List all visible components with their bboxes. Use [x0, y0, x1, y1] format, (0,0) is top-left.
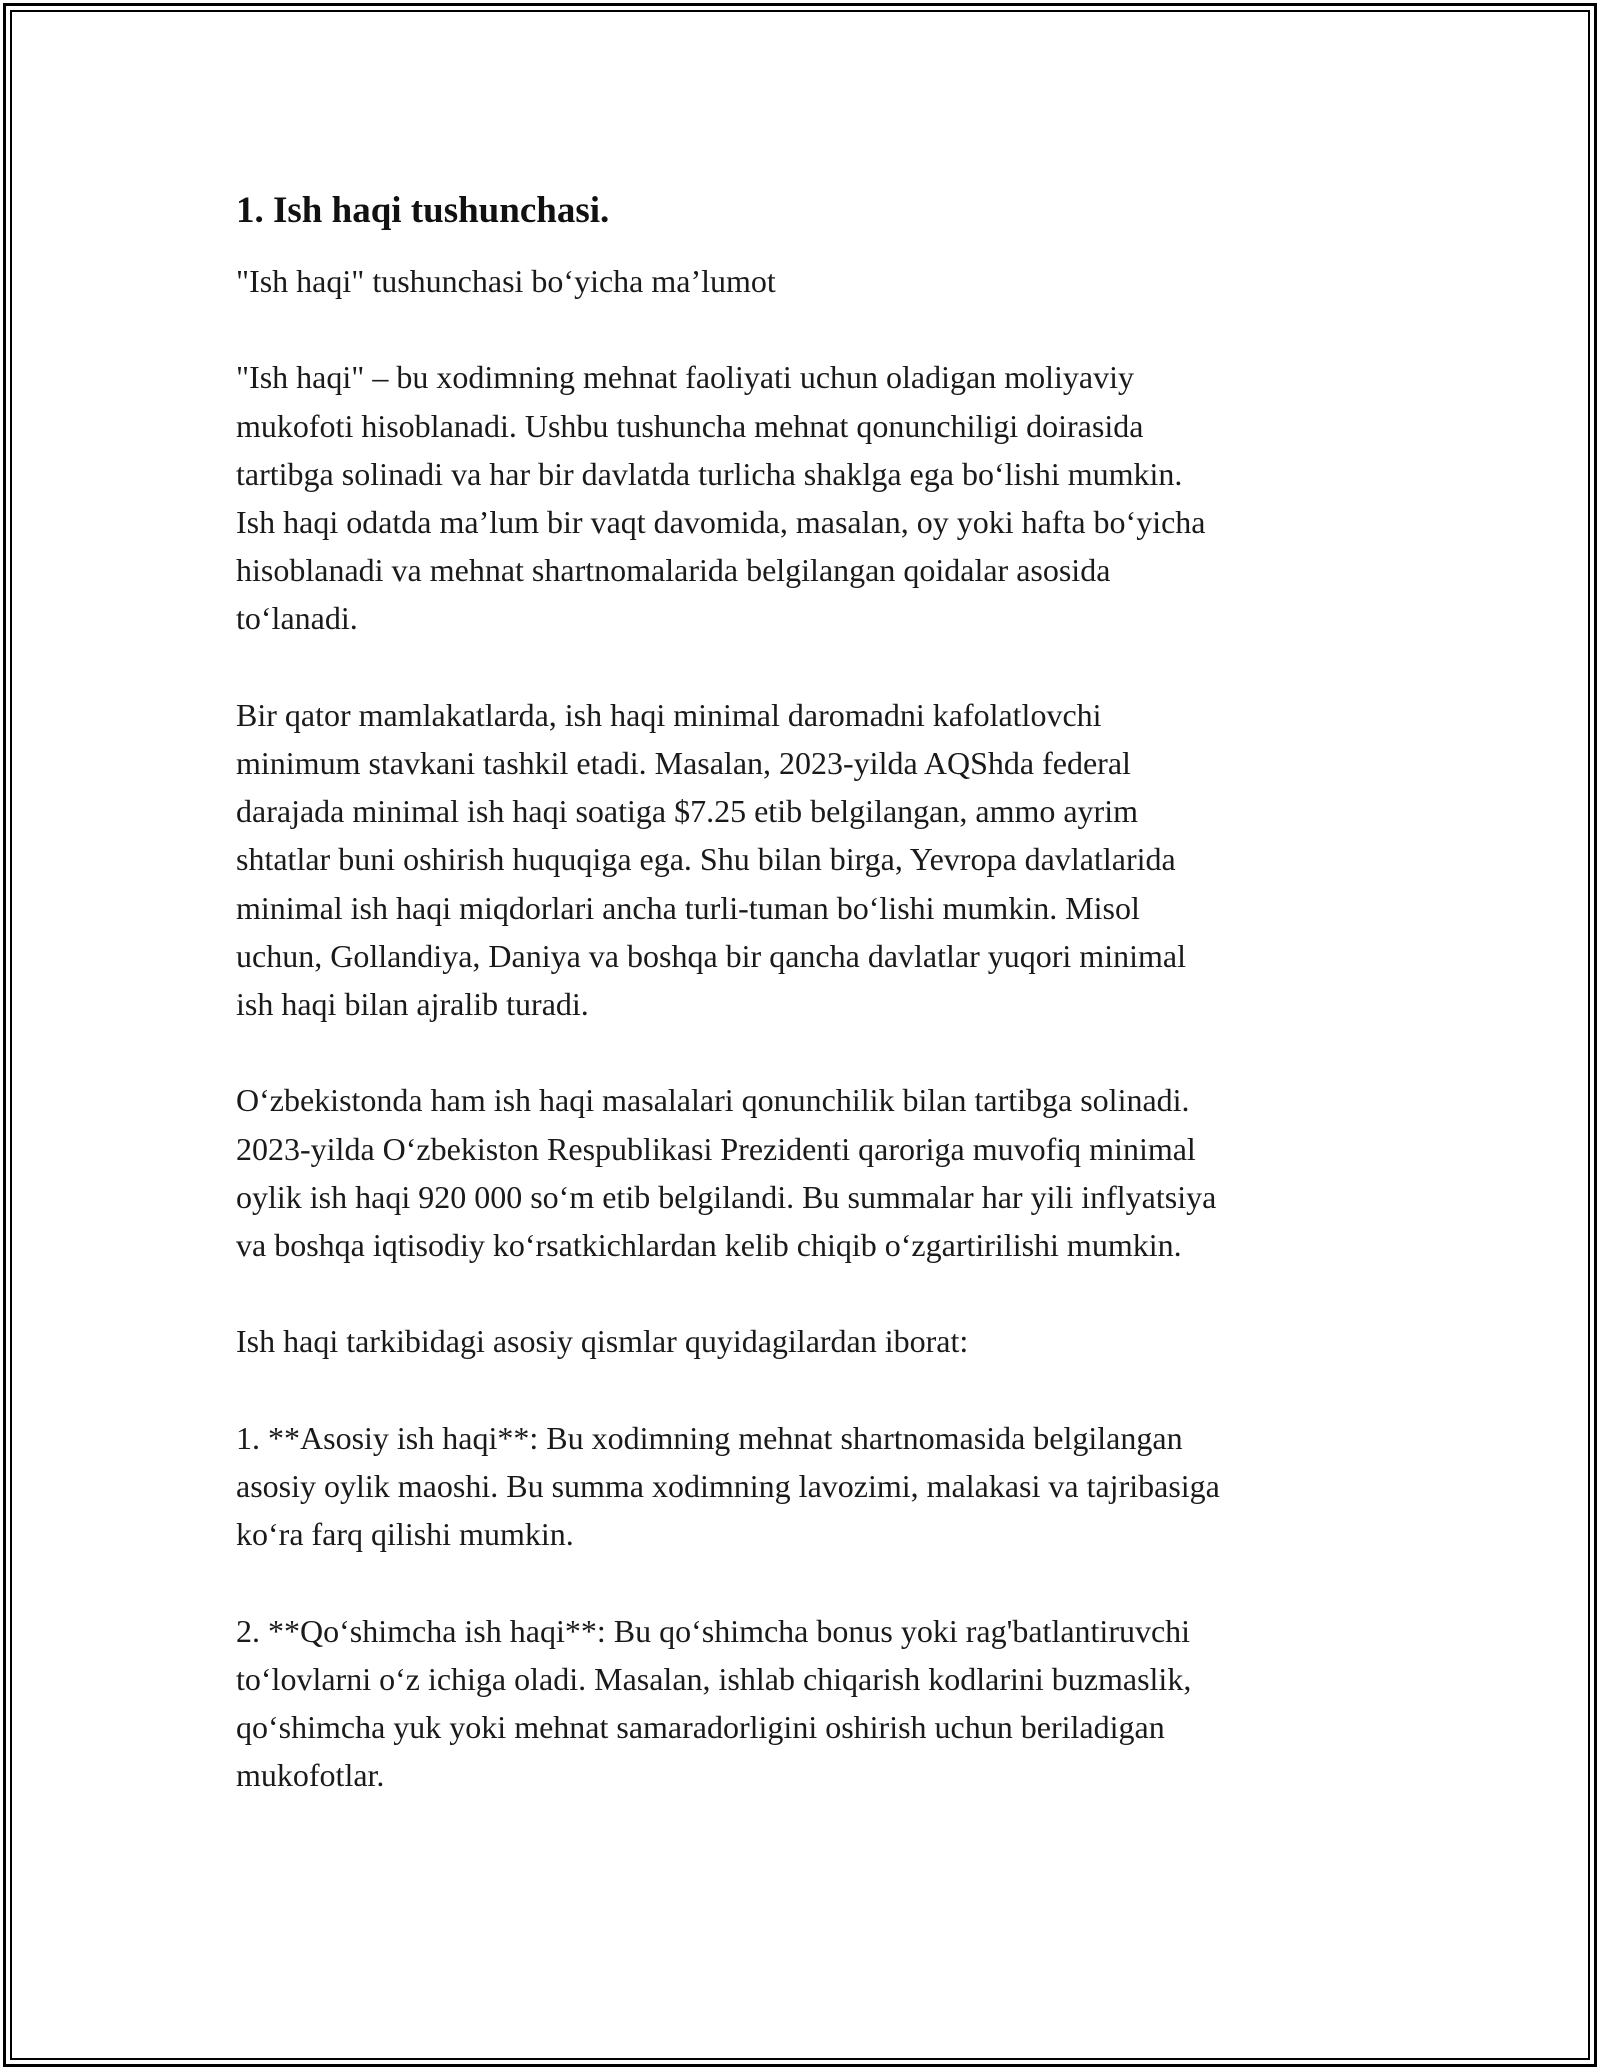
- list-item-additional-salary: 2. **Qo‘shimcha ish haqi**: Bu qo‘shimcha bonus yoki rag'batlantiruvchi to‘lovlarni o‘z ichiga oladi. Masalan, ishlab chiqarish kodlarini buzmaslik, qo‘shimcha yuk yoki mehnat samaradorligini oshirish uchun beriladigan mukofotlar.: [236, 1612, 1192, 1794]
- definition-paragraph: "Ish haqi" – bu xodimning mehnat faoliyati uchun oladigan moliyaviy mukofoti hisoblanadi. Ushbu tushuncha mehnat qonunchiligi doirasida tartibga solinadi va har bir davlatda turlicha shaklga ega bo‘lishi mumkin. Ish haqi odatda ma’lum bir vaqt davomida, masalan, oy yoki hafta bo‘yicha hisoblanadi va mehnat shartnomalarida belgilangan qoidalar asosida to‘lanadi.: [236, 359, 1206, 637]
- intro-line: "Ish haqi" tushunchasi bo‘yicha ma’lumot: [236, 263, 776, 299]
- list-item-basic-salary: 1. **Asosiy ish haqi**: Bu xodimning mehnat shartnomasida belgilangan asosiy oylik maoshi. Bu summa xodimning lavozimi, malakasi va tajribasiga ko‘ra farq qilishi mumkin.: [236, 1419, 1220, 1553]
- components-intro: Ish haqi tarkibidagi asosiy qismlar quyidagilardan iborat:: [236, 1323, 969, 1360]
- document-body: [236, 187, 1386, 1799]
- international-paragraph: Bir qator mamlakatlarda, ish haqi minimal daromadni kafolatlovchi minimum stavkani tashkil etadi. Masalan, 2023-yilda AQShda federal darajada minimal ish haqi soatiga $7.25 etib belgilangan, ammo ayrim shtatlar buni oshirish huquqiga ega. Shu bilan birga, Yevropa davlatlarida minimal ish haqi miqdorlari ancha turli-tuman bo‘lishi mumkin. Misol uchun, Gollandiya, Daniya va boshqa bir qancha davlatlar yuqori minimal ish haqi bilan ajralib turadi.: [236, 696, 1186, 1023]
- section-heading: 1. Ish haqi tushunchasi.: [236, 190, 610, 231]
- uzbekistan-paragraph: O‘zbekistonda ham ish haqi masalalari qonunchilik bilan tartibga solinadi. 2023-yilda O‘zbekiston Respublikasi Prezidenti qaroriga muvofiq minimal oylik ish haqi 920 000 so‘m etib belgilandi. Bu summalar har yili inflyatsiya va boshqa iqtisodiy ko‘rsatkichlardan kelib chiqib o‘zgartirilishi mumkin.: [236, 1082, 1217, 1264]
